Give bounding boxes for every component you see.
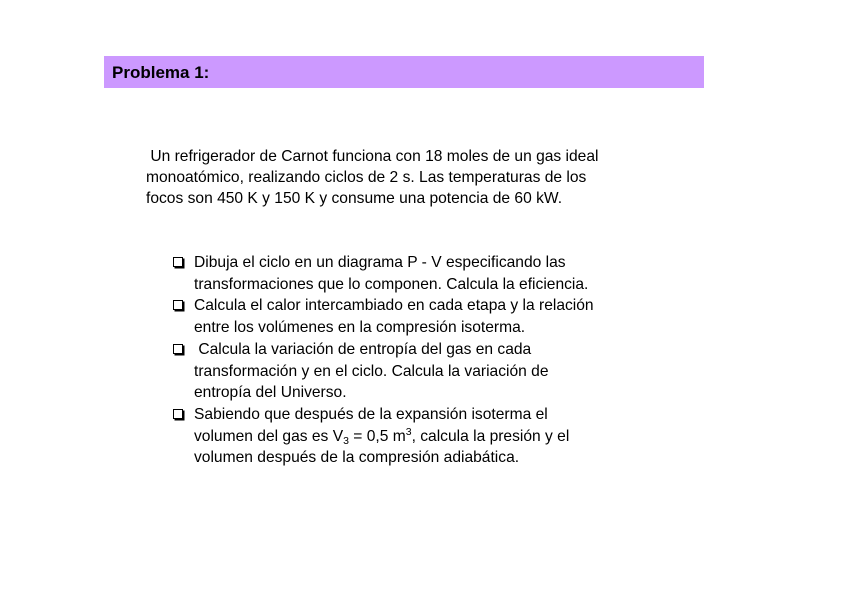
task-line: volumen después de la compresión adiabática.	[194, 449, 520, 467]
task-line: transformación y en el ciclo. Calcula la variación de	[194, 362, 549, 380]
task-line: Sabiendo que después de la expansión isoterma el	[194, 405, 548, 423]
checkbox-icon	[173, 300, 183, 310]
unit-superscript: 3	[405, 425, 412, 438]
formula-text: volumen del gas es V	[194, 427, 344, 445]
task-line: Calcula el calor intercambiado en cada etapa y la relación	[194, 297, 594, 315]
task-item	[172, 339, 712, 404]
task-line: Dibuja el ciclo en un diagrama P - V especificando las	[194, 254, 566, 271]
task-line: entropía del Universo.	[194, 384, 347, 402]
task-line: entre los volúmenes en la compresión isoterma.	[194, 319, 526, 337]
checkbox-icon	[173, 344, 183, 354]
checkbox-icon	[173, 409, 183, 419]
statement-line: monoatómico, realizando ciclos de 2 s. Las temperaturas de los	[146, 169, 587, 186]
volume-subscript: 3	[343, 434, 349, 447]
checkbox-icon	[173, 257, 183, 267]
problem-title: Problema 1:	[112, 62, 210, 82]
formula-text: , calcula la presión y el	[411, 427, 570, 445]
task-line: transformaciones que lo componen. Calcula la eficiencia.	[194, 275, 589, 293]
task-line-formula	[194, 426, 712, 448]
statement-line: focos son 450 K y 150 K y consume una potencia de 60 kW.	[146, 190, 563, 207]
title-bar	[104, 56, 704, 88]
task-item	[172, 295, 712, 338]
problem-statement	[146, 146, 706, 209]
statement-line: Un refrigerador de Carnot funciona con 18 moles de un gas ideal	[146, 148, 599, 165]
task-item	[172, 404, 712, 469]
task-line: Calcula la variación de entropía del gas en cada	[194, 340, 532, 358]
formula-text: = 0,5 m	[348, 427, 406, 445]
task-list	[172, 252, 712, 469]
task-item	[172, 252, 712, 295]
